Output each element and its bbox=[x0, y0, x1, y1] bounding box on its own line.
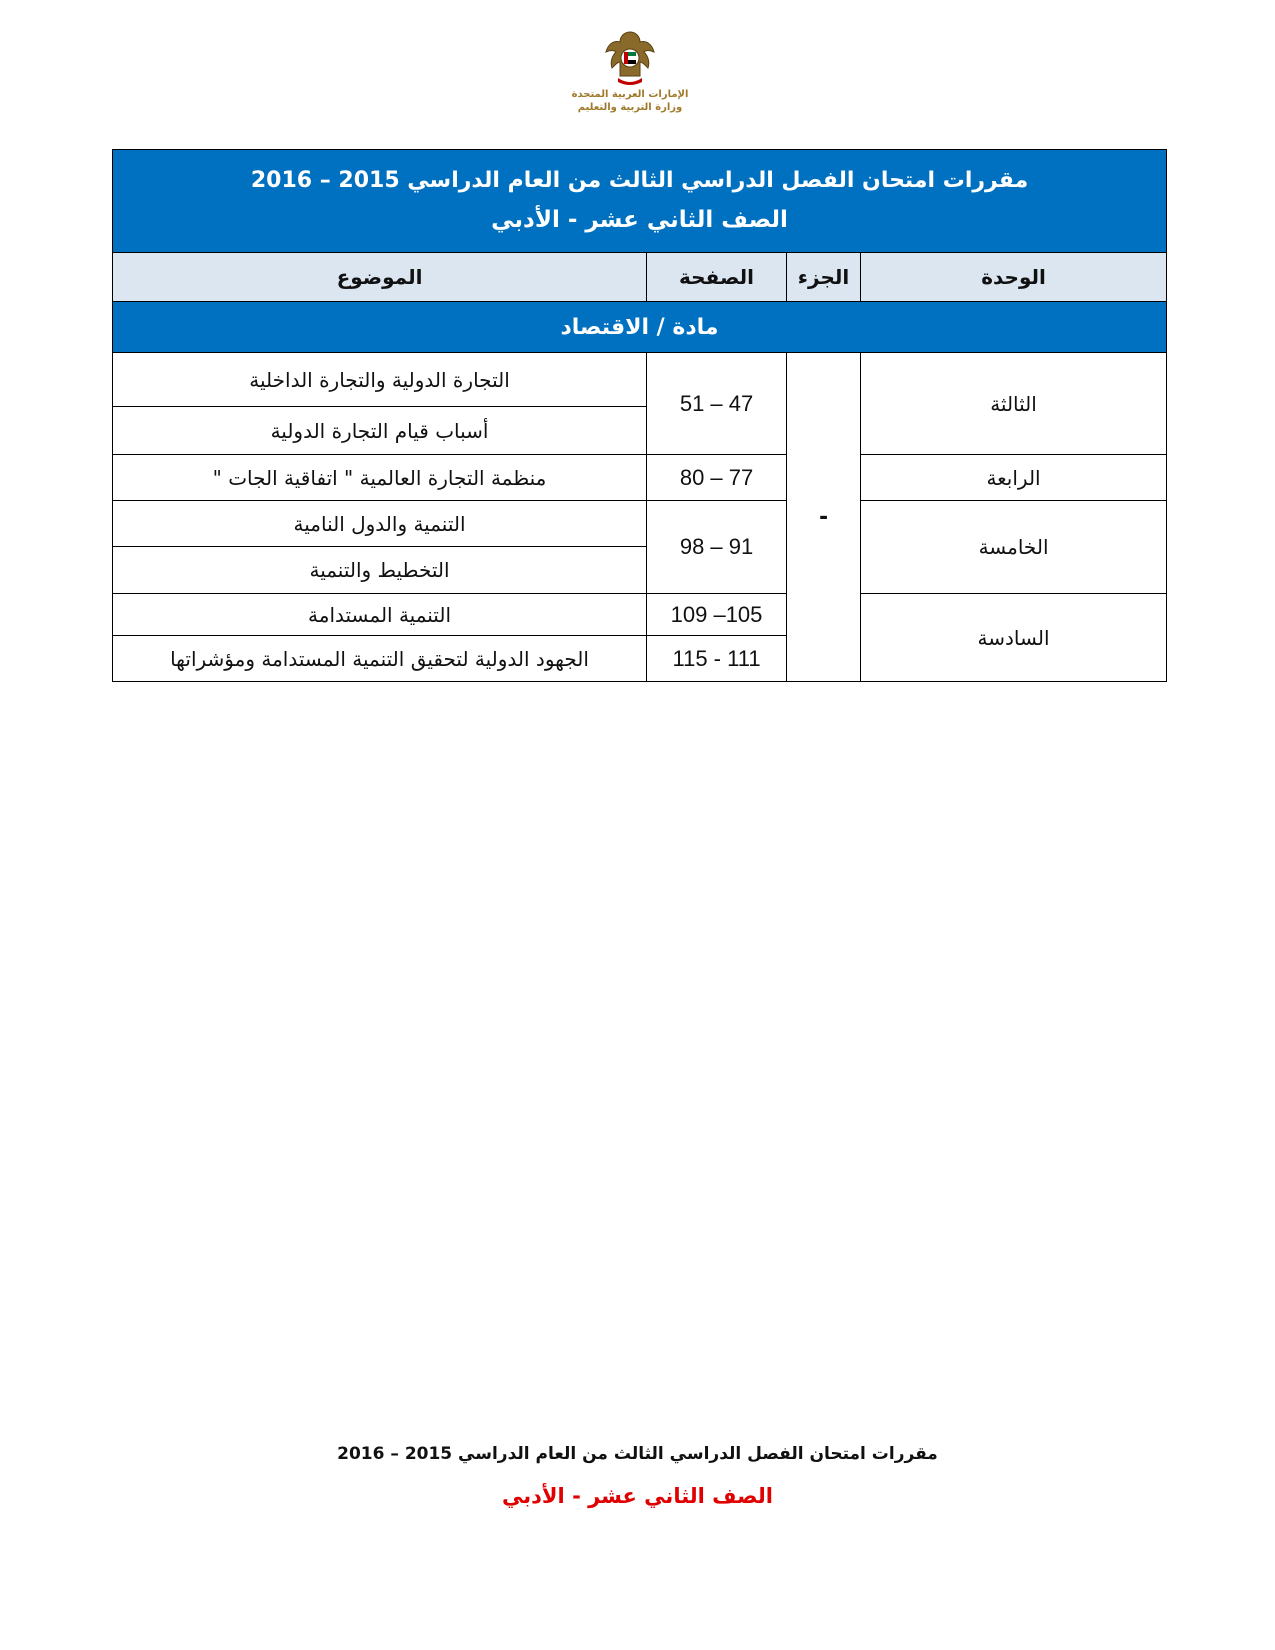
table-row bbox=[113, 353, 1167, 407]
column-header-topic: الموضوع bbox=[113, 253, 647, 302]
unit-cell: السادسة bbox=[861, 594, 1167, 682]
table-title-line1: مقررات امتحان الفصل الدراسي الثالث من العام الدراسي 2015 – 2016 bbox=[250, 168, 1029, 193]
logo-text-country: الإمارات العربية المتحدة bbox=[571, 89, 689, 100]
topic-cell: التجارة الدولية والتجارة الداخلية bbox=[113, 353, 647, 407]
unit-cell: الرابعة bbox=[861, 455, 1167, 501]
column-header-pages: الصفحة bbox=[647, 253, 787, 302]
part-cell: - bbox=[787, 353, 861, 682]
footer-grade: الصف الثاني عشر - الأدبي bbox=[502, 1484, 773, 1508]
unit-cell: الثالثة bbox=[861, 353, 1167, 455]
topic-cell: التنمية المستدامة bbox=[113, 594, 647, 636]
pages-cell: 115 - 111 bbox=[647, 636, 787, 682]
exam-syllabus-table bbox=[112, 149, 1167, 682]
unit-cell: الخامسة bbox=[861, 501, 1167, 594]
topic-cell: التنمية والدول النامية bbox=[113, 501, 647, 547]
topic-cell: أسباب قيام التجارة الدولية bbox=[113, 407, 647, 455]
ministry-logo bbox=[566, 28, 694, 114]
table-row bbox=[113, 455, 1167, 501]
column-header-unit: الوحدة bbox=[861, 253, 1167, 302]
topic-cell: منظمة التجارة العالمية " اتفاقية الجات " bbox=[113, 455, 647, 501]
uae-emblem-icon bbox=[602, 28, 658, 88]
topic-cell: التخطيط والتنمية bbox=[113, 547, 647, 594]
table-title bbox=[113, 150, 1167, 253]
table-title-line2: الصف الثاني عشر - الأدبي bbox=[491, 207, 788, 233]
pages-cell: 109 –105 bbox=[647, 594, 787, 636]
pages-cell: 80 – 77 bbox=[647, 455, 787, 501]
table-row bbox=[113, 501, 1167, 547]
topic-cell: الجهود الدولية لتحقيق التنمية المستدامة ومؤشراتها bbox=[113, 636, 647, 682]
table-row bbox=[113, 594, 1167, 636]
subject-heading: مادة / الاقتصاد bbox=[113, 302, 1167, 353]
footer-title: مقررات امتحان الفصل الدراسي الثالث من العام الدراسي 2015 – 2016 bbox=[337, 1444, 938, 1464]
column-header-part: الجزء bbox=[787, 253, 861, 302]
pages-cell: 51 – 47 bbox=[647, 353, 787, 455]
pages-cell: 98 – 91 bbox=[647, 501, 787, 594]
column-header-row bbox=[113, 253, 1167, 302]
logo-text-ministry: وزارة التربية والتعليم bbox=[577, 102, 683, 113]
